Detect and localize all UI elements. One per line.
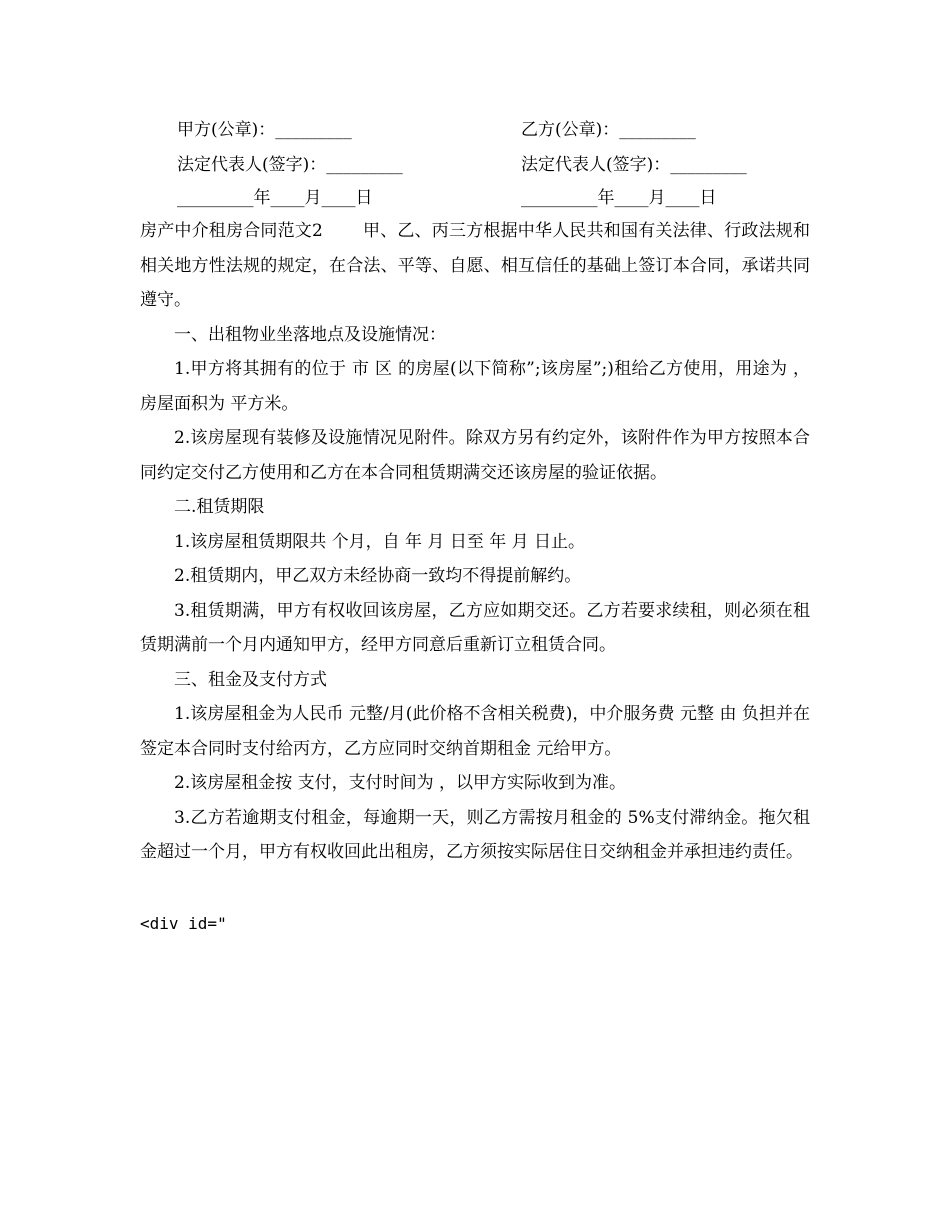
trailing-code-fragment: <div id="	[140, 914, 227, 933]
party-a-seal-field: 甲方(公章)：_________	[177, 120, 352, 140]
document-title: 房产中介租房合同范文2	[140, 221, 323, 241]
clause-paragraph: 1.该房屋租金为人民币 元整/月(此价格不含相关税费)，中介服务费 元整 由 负担并在签定本合同时支付给丙方，乙方应同时交纳首期租金 元给甲方。	[140, 704, 810, 759]
clause-paragraph: 2.租赁期内，甲乙双方未经协商一致均不得提前解约。	[174, 566, 582, 586]
party-b-representative-field: 法定代表人(签字)：_________	[521, 155, 747, 175]
signature-row-seal	[0, 115, 950, 145]
section-heading: 三、租金及支付方式	[174, 669, 327, 690]
clause-paragraph: 1.甲方将其拥有的位于 市 区 的房屋(以下简称”;该房屋”;)租给乙方使用，用途为 ，房屋面积为 平方米。	[140, 359, 810, 414]
contract-body	[140, 214, 810, 870]
party-b-seal-field: 乙方(公章)：_________	[521, 120, 696, 140]
clause-paragraph: 2.该房屋租金按 支付，支付时间为 ，以甲方实际收到为准。	[174, 773, 627, 793]
signature-row-date	[0, 183, 950, 213]
party-a-representative-field: 法定代表人(签字)：_________	[177, 155, 403, 175]
intro-paragraph	[140, 214, 810, 318]
section-heading: 一、出租物业坐落地点及设施情况：	[174, 324, 446, 345]
clause-paragraph: 3.乙方若逾期支付租金，每逾期一天，则乙方需按月租金的 5%支付滞纳金。拖欠租金超过一个月，甲方有权收回此出租房，乙方须按实际居住日交纳租金并承担违约责任。	[140, 807, 810, 862]
signature-row-representative	[0, 150, 950, 180]
party-a-date-field: _________年____月____日	[177, 188, 373, 208]
section-heading: 二.租赁期限	[174, 497, 265, 517]
clause-paragraph: 1.该房屋租赁期限共 个月，自 年 月 日至 年 月 日止。	[174, 531, 586, 552]
party-b-date-field: _________年____月____日	[521, 188, 717, 208]
intro-text: 甲、乙、丙三方根据中华人民共和国有关法律、行政法规和相关地方性法规的规定，在合法、平等、自愿、相互信任的基础上签订本合同，承诺共同遵守。	[140, 221, 810, 310]
clause-paragraph: 3.租赁期满，甲方有权收回该房屋，乙方应如期交还。乙方若要求续租，则必须在租赁期满前一个月内通知甲方，经甲方同意后重新订立租赁合同。	[140, 600, 810, 655]
clause-paragraph: 2.该房屋现有装修及设施情况见附件。除双方另有约定外，该附件作为甲方按照本合同约定交付乙方使用和乙方在本合同租赁期满交还该房屋的验证依据。	[140, 428, 810, 483]
